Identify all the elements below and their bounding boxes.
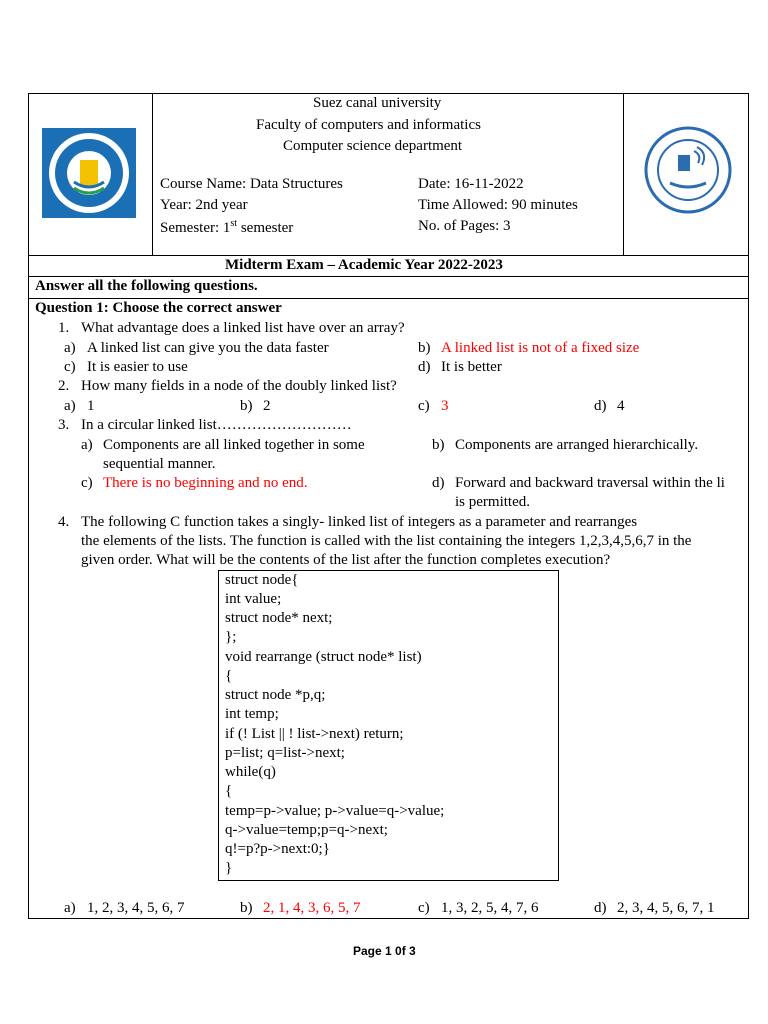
header-bottom-rule [28,255,749,256]
item-1-number: 1. [58,320,70,336]
item-4-text-line3: given order. What will be the contents of the list after the function completes execution? [81,552,611,568]
course-name: Course Name: Data Structures [160,176,343,192]
question-1-title: Choose the correct answer [108,300,282,316]
code-line: struct node{ [225,572,299,588]
code-line: p=list; q=list->next; [225,745,345,761]
exam-title: Midterm Exam – Academic Year 2022-2023 [225,257,503,273]
question-1-label: Question 1: [35,300,109,316]
item-3-letter-a: a) [81,437,93,453]
code-line: void rearrange (struct node* list) [225,649,422,665]
code-line: q!=p?p->next:0;} [225,841,330,857]
university-logo [42,128,136,218]
item-3-option-a-line1: Components are all linked together in some [103,437,365,453]
item-1-letter-a: a) [64,340,76,356]
code-box [218,570,559,881]
item-1-letter-b: b) [418,340,431,356]
item-3-text: In a circular linked list……………………… [81,417,352,433]
item-1-option-c: It is easier to use [87,359,188,375]
semester-suffix: semester [237,220,294,236]
code-line: if (! List || ! list->next) return; [225,726,404,742]
item-4-letter-b: b) [240,900,253,916]
item-1-option-a: A linked list can give you the data faster [87,340,329,356]
item-2-option-a: 1 [87,398,95,414]
item-3-option-b: Components are arranged hierarchically. [455,437,699,453]
time-allowed: Time Allowed: 90 minutes [418,197,578,213]
item-1-option-b: A linked list is not of a fixed size [441,340,640,356]
item-2-text: How many fields in a node of the doubly linked list? [81,378,397,394]
item-3-option-d-line1: Forward and backward traversal within the li [455,475,725,491]
item-1-option-d: It is better [441,359,502,375]
item-4-letter-c: c) [418,900,430,916]
course-semester [160,218,293,237]
code-line: { [225,668,233,684]
item-4-option-b: 2, 1, 4, 3, 6, 5, 7 [263,900,361,916]
item-4-option-c: 1, 3, 2, 5, 4, 7, 6 [441,900,539,916]
item-4-text-line1: The following C function takes a singly- linked list of integers as a parameter and rearranges [81,514,638,530]
header-divider-right [623,93,624,255]
course-year: Year: 2nd year [160,197,248,213]
item-2-letter-c: c) [418,398,430,414]
item-4-option-a: 1, 2, 3, 4, 5, 6, 7 [87,900,185,916]
item-3-letter-b: b) [432,437,445,453]
item-3-option-c: There is no beginning and no end. [103,475,308,491]
item-2-option-d: 4 [617,398,625,414]
item-1-text: What advantage does a linked list have over an array? [81,320,405,336]
item-4-option-d: 2, 3, 4, 5, 6, 7, 1 [617,900,715,916]
code-line: q->value=temp;p=q->next; [225,822,388,838]
code-line: struct node* next; [225,610,333,626]
code-line: int value; [225,591,282,607]
item-2-letter-a: a) [64,398,76,414]
item-3-option-d-line2: is permitted. [455,494,530,510]
instruction-rule [28,298,749,299]
item-3-letter-c: c) [81,475,93,491]
header-divider-left [152,93,153,255]
exam-date: Date: 16-11-2022 [418,176,524,192]
university-name: Suez canal university [313,95,442,111]
item-2-letter-b: b) [240,398,253,414]
code-line: }; [225,629,237,645]
instruction: Answer all the following questions. [35,278,258,294]
semester-sup: st [230,218,238,229]
item-4-number: 4. [58,514,70,530]
page-number: Page 1 0f 3 [353,944,416,958]
item-4-text-line2: the elements of the lists. The function is called with the list containing the integers 1,2,3,4,5,6,7 in the [81,533,692,549]
item-2-number: 2. [58,378,70,394]
faculty-logo [640,125,736,215]
item-3-letter-d: d) [432,475,445,491]
item-1-letter-d: d) [418,359,431,375]
code-line: } [225,860,233,876]
item-2-option-c: 3 [441,398,449,414]
item-4-letter-a: a) [64,900,76,916]
number-of-pages: No. of Pages: 3 [418,218,511,234]
title-rule [28,276,749,277]
item-4-letter-d: d) [594,900,607,916]
code-line: { [225,783,233,799]
question-1-heading [35,300,282,317]
item-2-option-b: 2 [263,398,271,414]
item-2-letter-d: d) [594,398,607,414]
department-name: Computer science department [283,138,463,154]
code-line: while(q) [225,764,276,780]
item-3-option-a-line2: sequential manner. [103,456,216,472]
code-line: int temp; [225,706,279,722]
item-1-letter-c: c) [64,359,76,375]
faculty-name: Faculty of computers and informatics [256,117,481,133]
code-line: temp=p->value; p->value=q->value; [225,803,445,819]
semester-prefix: Semester: 1 [160,220,231,236]
item-3-number: 3. [58,417,70,433]
code-line: struct node *p,q; [225,687,326,703]
